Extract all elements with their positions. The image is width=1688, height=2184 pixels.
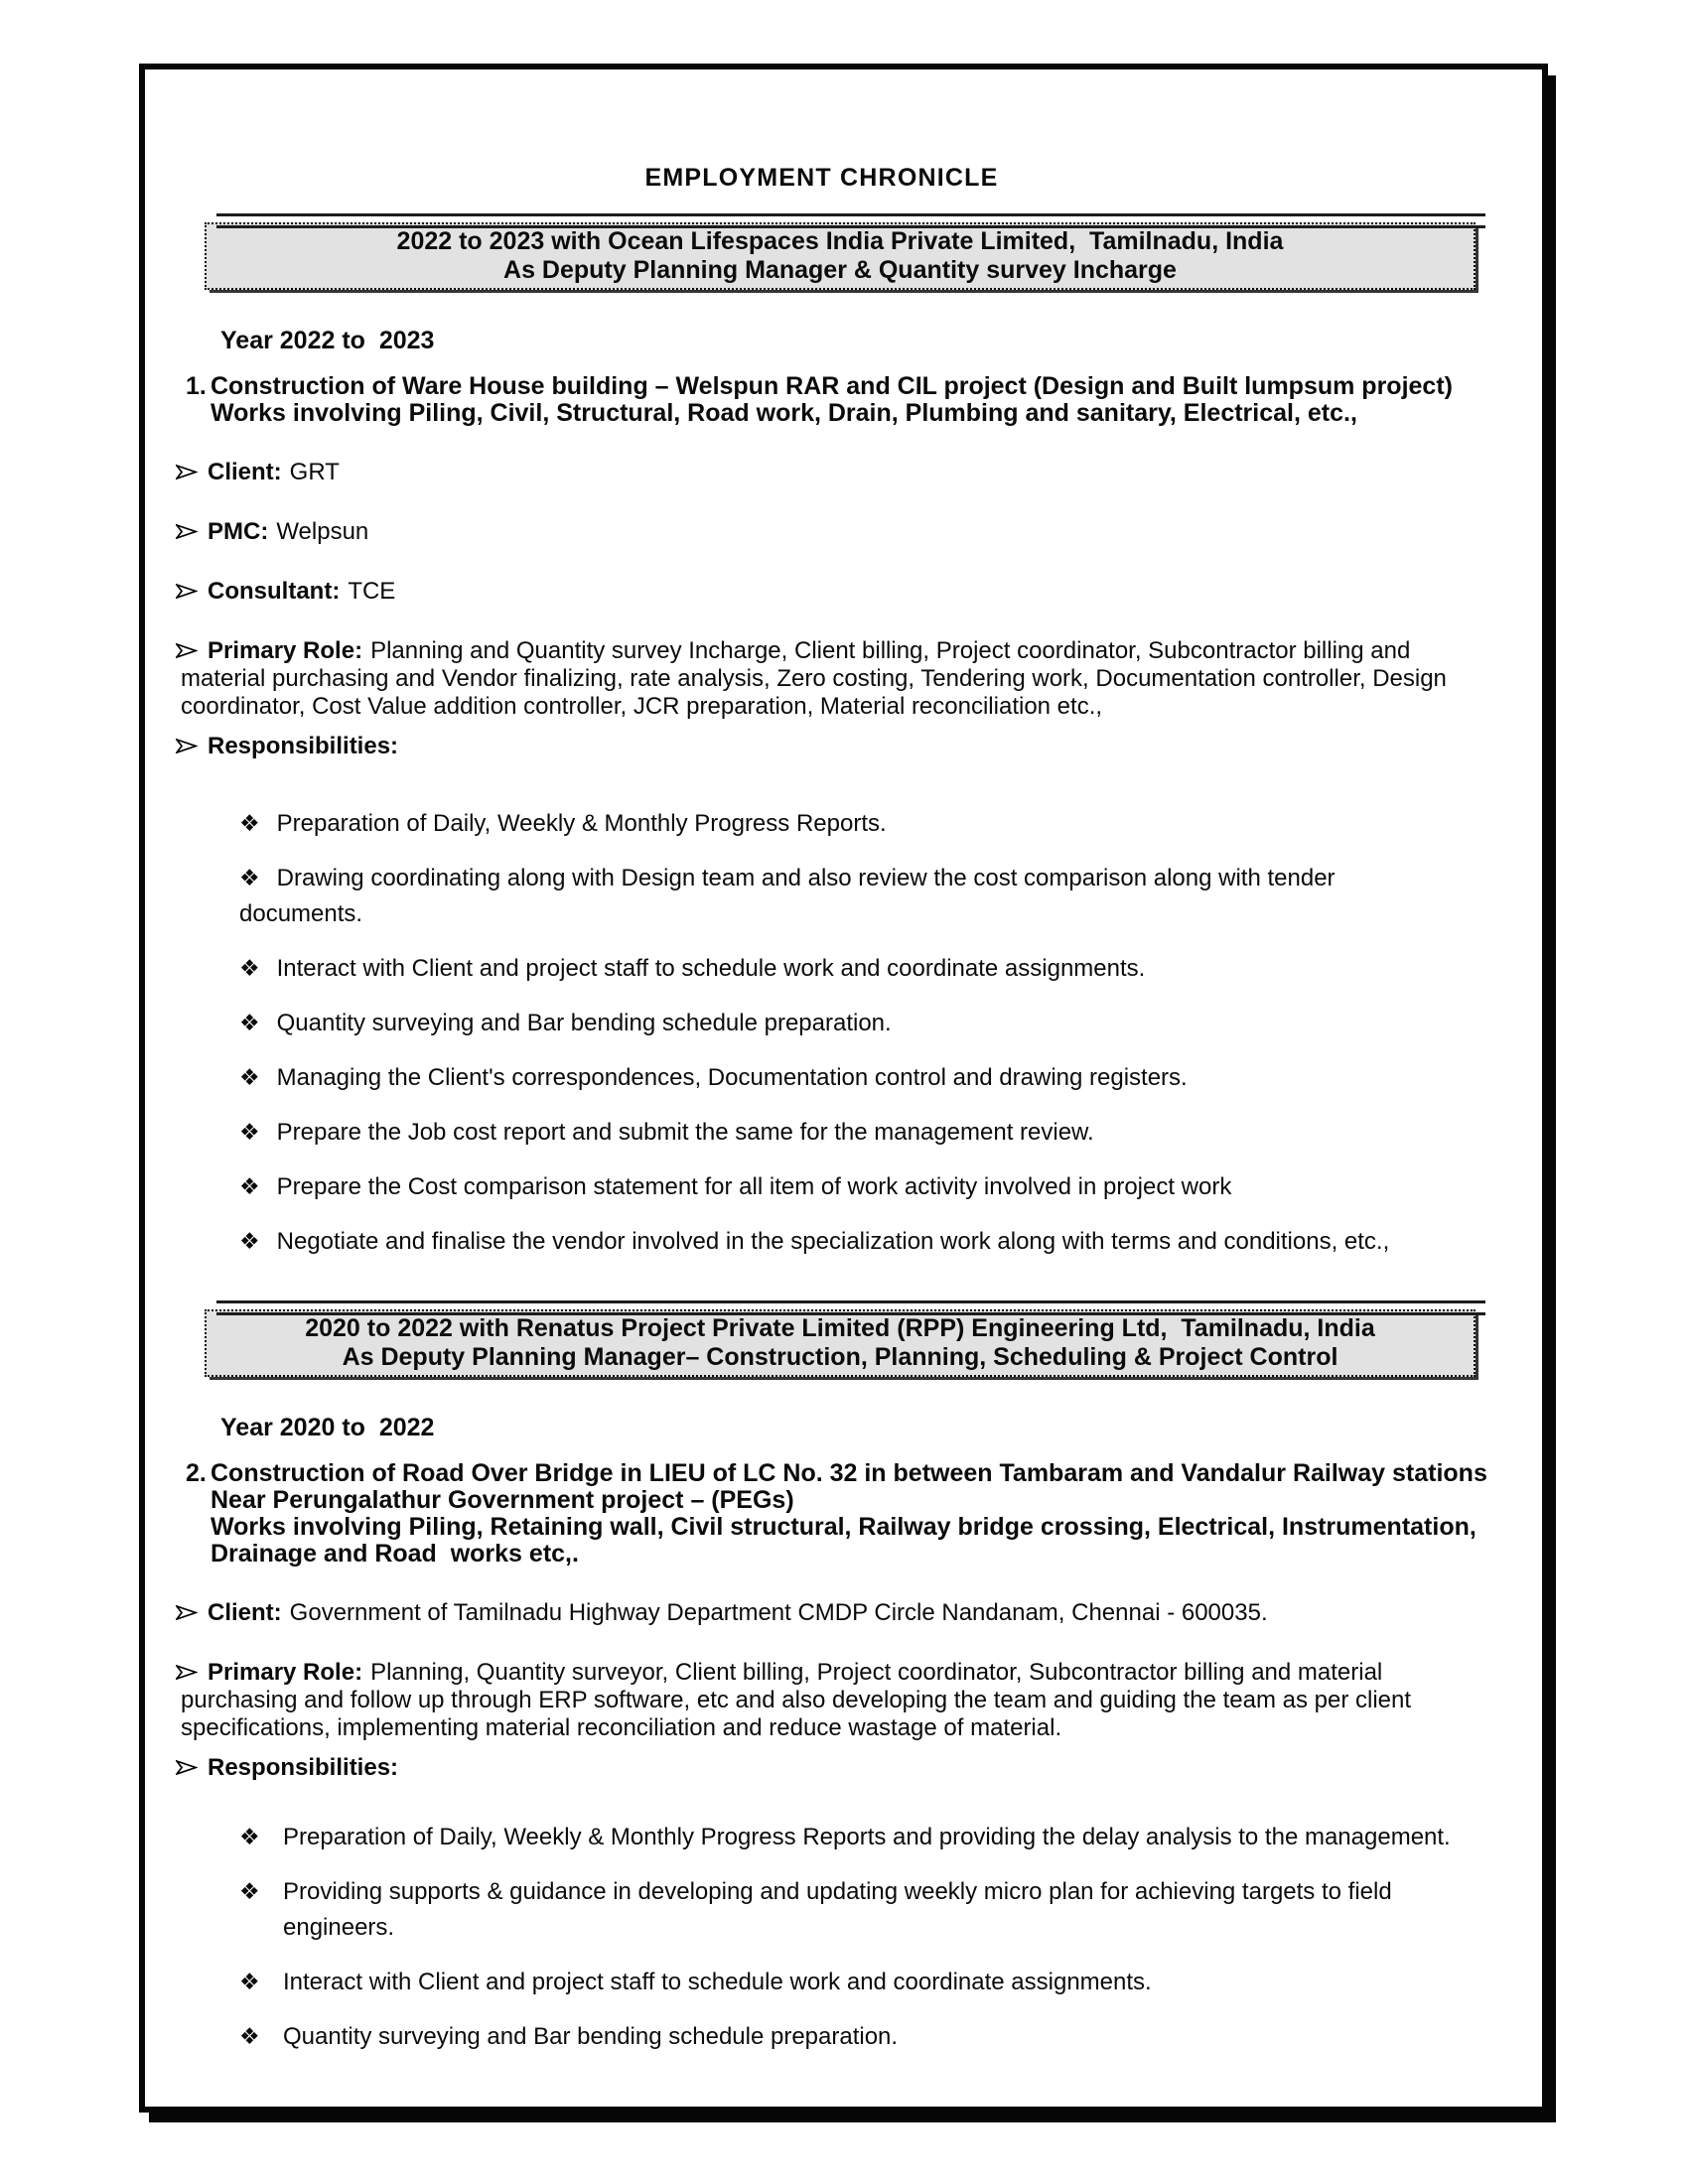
banner-line2: As Deputy Planning Manager & Quantity survey Incharge xyxy=(503,256,1177,284)
responsibilities-list xyxy=(239,806,1463,1260)
responsibilities-label: Responsibilities: xyxy=(208,1754,399,1781)
section2-banner xyxy=(205,1309,1476,1377)
diamond-bullet-icon: ❖ xyxy=(239,956,260,982)
responsibility-item xyxy=(239,861,1463,932)
arrowhead-icon xyxy=(176,733,198,753)
detail-label: Primary Role: xyxy=(208,1659,363,1686)
responsibility-item xyxy=(239,1224,1463,1260)
responsibilities-heading xyxy=(181,1754,1463,1782)
responsibility-text: Providing supports & guidance in developing and updating weekly micro plan for achieving targets to field engineers. xyxy=(283,1878,1399,1941)
banner-line2: As Deputy Planning Manager– Construction, Planning, Scheduling & Project Control xyxy=(342,1343,1338,1371)
diamond-bullet-icon: ❖ xyxy=(239,1120,260,1146)
diamond-bullet-icon: ❖ xyxy=(239,1174,260,1200)
diamond-bullet-icon: ❖ xyxy=(239,1970,260,1995)
responsibility-text: Interact with Client and project staff to schedule work and coordinate assignments. xyxy=(276,955,1146,982)
responsibility-item xyxy=(239,1006,1463,1041)
responsibility-item xyxy=(239,2019,1463,2055)
diamond-bullet-icon: ❖ xyxy=(239,1065,260,1091)
detail-value: Planning, Quantity surveyor, Client billing, Project coordinator, Subcontractor billing and material purchasing and follow up through ERP software, etc and also developing the team and guiding the team as per client specifications, implementing material reconciliation and reduce wastage of material. xyxy=(181,1659,1418,1741)
project-title xyxy=(186,1459,1487,1568)
project-title-line: Near Perungalathur Government project – (PEGs) xyxy=(211,1486,794,1514)
detail-label: Client: xyxy=(208,459,282,485)
responsibility-text: Prepare the Cost comparison statement for all item of work activity involved in project work xyxy=(276,1173,1232,1200)
year-label: Year 2022 to 2023 xyxy=(220,327,435,354)
detail-row-pmc xyxy=(181,518,1463,546)
arrowhead-icon xyxy=(176,1599,198,1620)
year-label: Year 2020 to 2022 xyxy=(220,1414,435,1441)
responsibility-item xyxy=(239,1820,1463,1855)
arrowhead-icon xyxy=(176,459,198,479)
arrowhead-icon xyxy=(176,1659,198,1680)
project-title-line: Drainage and Road works etc,. xyxy=(211,1540,579,1568)
detail-row-consultant xyxy=(181,578,1463,606)
responsibility-text: Prepare the Job cost report and submit the same for the management review. xyxy=(276,1119,1094,1146)
responsibility-text: Negotiate and finalise the vendor involved in the specialization work along with terms and conditions, etc., xyxy=(276,1228,1390,1255)
detail-value: Planning and Quantity survey Incharge, Client billing, Project coordinator, Subcontractor billing and material purchasing and Vendor finalizing, rate analysis, Zero costing, Tendering work, Documentation controller, Design coordinator, Cost Value addition controller, JCR preparation, Material reconciliation etc., xyxy=(181,637,1454,720)
responsibilities-label: Responsibilities: xyxy=(208,733,399,759)
responsibility-text: Quantity surveying and Bar bending schedule preparation. xyxy=(283,2023,899,2050)
section1-banner xyxy=(205,222,1476,290)
detail-row-primary-role xyxy=(181,637,1463,721)
responsibility-text: Preparation of Daily, Weekly & Monthly Progress Reports and providing the delay analysis to the management. xyxy=(283,1824,1451,1850)
responsibility-item xyxy=(239,951,1463,987)
responsibility-text: Preparation of Daily, Weekly & Monthly Progress Reports. xyxy=(276,810,887,837)
responsibilities-heading xyxy=(181,733,1463,760)
project-title-line: Works involving Piling, Retaining wall, Civil structural, Railway bridge crossing, Electrical, Instrumentation, xyxy=(211,1513,1477,1541)
detail-label: Client: xyxy=(208,1599,282,1626)
detail-label: Consultant: xyxy=(208,578,341,605)
diamond-bullet-icon: ❖ xyxy=(239,1825,260,1850)
employment-section-2 xyxy=(181,1309,1487,2055)
project-title-line: Works involving Piling, Civil, Structural, Road work, Drain, Plumbing and sanitary, Electrical, etc., xyxy=(211,399,1357,427)
project-title-text xyxy=(211,1460,1487,1568)
arrowhead-icon xyxy=(176,637,198,658)
arrowhead-icon xyxy=(176,1754,198,1775)
responsibility-text: Interact with Client and project staff to schedule work and coordinate assignments. xyxy=(283,1969,1152,1995)
page-frame xyxy=(139,64,1548,2113)
detail-value: GRT xyxy=(289,459,340,485)
diamond-bullet-icon: ❖ xyxy=(239,1011,260,1036)
project-number: 2. xyxy=(186,1459,207,1487)
project-title-text xyxy=(211,373,1453,427)
responsibility-item xyxy=(239,1874,1463,1946)
diamond-bullet-icon: ❖ xyxy=(239,1879,260,1905)
employment-section-1 xyxy=(181,222,1463,1260)
arrowhead-icon xyxy=(176,518,198,539)
banner-line1: 2022 to 2023 with Ocean Lifespaces India Private Limited, Tamilnadu, India xyxy=(396,227,1284,255)
detail-label: PMC: xyxy=(208,518,269,545)
diamond-bullet-icon: ❖ xyxy=(239,866,260,891)
responsibility-item xyxy=(239,1060,1463,1096)
detail-row-primary-role xyxy=(181,1659,1463,1742)
diamond-bullet-icon: ❖ xyxy=(239,2024,260,2050)
detail-row-client xyxy=(181,1599,1463,1627)
page-title: EMPLOYMENT CHRONICLE xyxy=(644,164,999,192)
project-number: 1. xyxy=(186,372,207,400)
detail-value: TCE xyxy=(348,578,396,605)
responsibility-text: Quantity surveying and Bar bending schedule preparation. xyxy=(276,1010,892,1036)
responsibility-text: Drawing coordinating along with Design team and also review the cost comparison along with tender documents. xyxy=(239,865,1342,927)
banner-line1: 2020 to 2022 with Renatus Project Private Limited (RPP) Engineering Ltd, Tamilnadu, India xyxy=(305,1314,1375,1342)
arrowhead-icon xyxy=(176,578,198,599)
responsibility-item xyxy=(239,1169,1463,1205)
detail-value: Government of Tamilnadu Highway Department CMDP Circle Nandanam, Chennai - 600035. xyxy=(289,1599,1268,1626)
detail-label: Primary Role: xyxy=(208,637,363,664)
diamond-bullet-icon: ❖ xyxy=(239,811,260,837)
responsibility-item xyxy=(239,1965,1463,2000)
responsibility-item xyxy=(239,1115,1463,1151)
diamond-bullet-icon: ❖ xyxy=(239,1229,260,1255)
responsibilities-list xyxy=(239,1820,1463,2055)
detail-value: Welpsun xyxy=(276,518,369,545)
project-title-line: Construction of Ware House building – Welspun RAR and CIL project (Design and Built lumpsum project) xyxy=(211,372,1453,400)
project-title xyxy=(186,373,1463,427)
responsibility-item xyxy=(239,806,1463,842)
project-title-line: Construction of Road Over Bridge in LIEU of LC No. 32 in between Tambaram and Vandalur Railway stations xyxy=(211,1459,1487,1487)
responsibility-text: Managing the Client's correspondences, Documentation control and drawing registers. xyxy=(276,1064,1188,1091)
detail-row-client xyxy=(181,459,1463,486)
